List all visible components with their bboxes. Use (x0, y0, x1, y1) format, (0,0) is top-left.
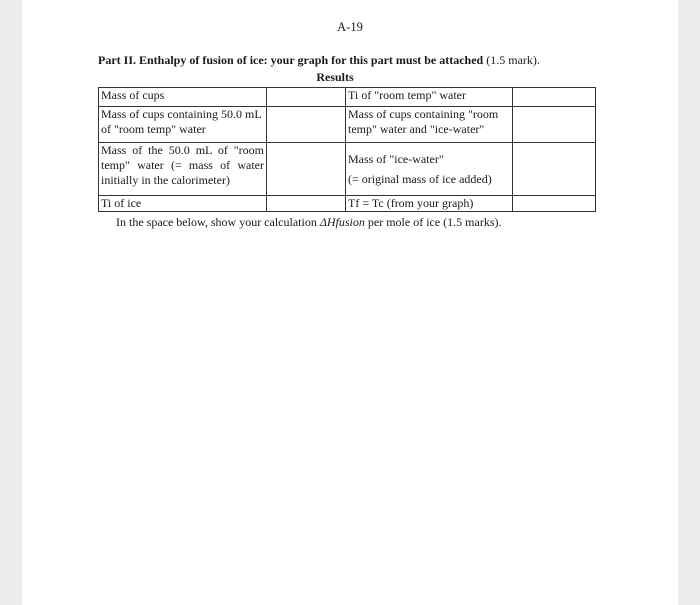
mass-room-water-label: Mass of the 50.0 mL of "room temp" water (= mass of water initially in the calorimeter) (99, 143, 267, 196)
mass-ice-water-line1: Mass of "ice-water" (348, 151, 444, 166)
delta-h-fusion-symbol: ΔHfusion (319, 215, 365, 229)
part-heading (98, 53, 540, 68)
part-heading-bold: Part II. Enthalpy of fusion of ice: your graph for this part must be attached (98, 53, 484, 67)
calculation-instructions (116, 215, 502, 230)
mass-cups-label: Mass of cups (99, 88, 267, 107)
part-heading-mark: (1.5 mark). (483, 53, 540, 67)
mass-cups-with-ice-water-value-cell[interactable] (513, 107, 596, 143)
results-table (98, 87, 596, 212)
tf-value-cell[interactable] (513, 196, 596, 212)
mass-ice-water-label (346, 143, 513, 196)
table-row (99, 143, 596, 196)
mass-room-water-value-cell[interactable] (267, 143, 346, 196)
page-number: A-19 (337, 20, 363, 34)
table-row (99, 107, 596, 143)
table-row (99, 88, 596, 107)
ti-ice-value-cell[interactable] (267, 196, 346, 212)
mass-ice-water-line2: (= original mass of ice added) (348, 171, 492, 186)
instructions-suffix: per mole of ice (1.5 marks). (364, 215, 502, 229)
instructions-prefix: In the space below, show your calculation (116, 215, 320, 229)
ti-room-water-value-cell[interactable] (513, 88, 596, 107)
mass-ice-water-value-cell[interactable] (513, 143, 596, 196)
mass-cups-with-water-value-cell[interactable] (267, 107, 346, 143)
ti-room-water-label: Ti of "room temp" water (346, 88, 513, 107)
tf-label: Tf = Tc (from your graph) (346, 196, 513, 212)
mass-cups-value-cell[interactable] (267, 88, 346, 107)
mass-cups-with-ice-water-label: Mass of cups containing "room temp" water and "ice-water" (346, 107, 513, 143)
table-row (99, 196, 596, 212)
results-title: Results (316, 70, 354, 84)
document-page (22, 0, 678, 605)
mass-cups-with-water-label: Mass of cups containing 50.0 mL of "room temp" water (99, 107, 267, 143)
ti-ice-label: Ti of ice (99, 196, 267, 212)
